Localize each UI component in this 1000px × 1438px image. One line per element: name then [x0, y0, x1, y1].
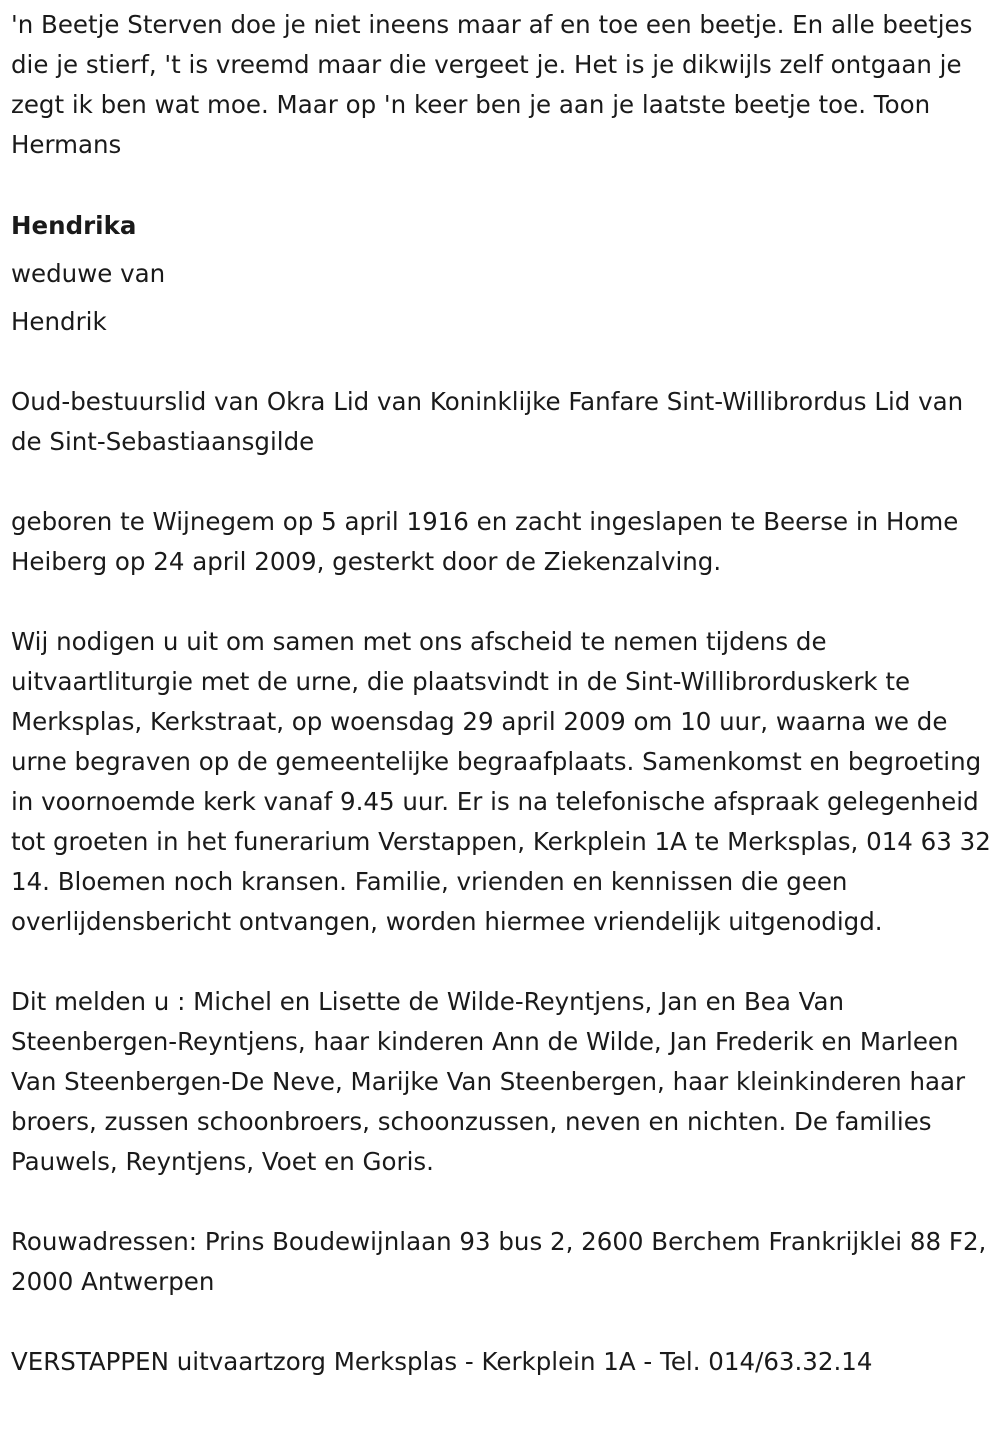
deceased-name: Hendrika	[11, 211, 137, 240]
announcers-text: Dit melden u : Michel en Lisette de Wilde-Reyntjens, Jan en Bea Van Steenbergen-Reyntjens, haar kinderen Ann de Wilde, Jan Frederik en Marleen Van Steenbergen-De Neve, Marijke Van Steenbergen, haar kleinkinderen haar broers, zussen schoonbroers, schoonzussen, neven en nichten. De families Pauwels, Reyntjens, Voet en Goris.	[11, 987, 966, 1176]
life-dates-text: geboren te Wijnegem op 5 april 1916 en zacht ingeslapen te Beerse in Home Heiberg op 24 april 2009, gesterkt door de Ziekenzalving.	[11, 507, 959, 576]
spouse-name: Hendrik	[11, 307, 107, 336]
memberships-text: Oud-bestuurslid van Okra Lid van Koninklijke Fanfare Sint-Willibrordus Lid van de Sint-Sebastiaansgilde	[11, 387, 964, 456]
widow-of-label: weduwe van	[11, 259, 166, 288]
obituary-notice	[11, 0, 996, 1382]
funeral-invitation-text: Wij nodigen u uit om samen met ons afscheid te nemen tijdens de uitvaartliturgie met de urne, die plaatsvindt in de Sint-Willibrorduskerk te Merksplas, Kerkstraat, op woensdag 29 april 2009 om 10 uur, waarna we de urne begraven op de gemeentelijke begraafplaats. Samenkomst en begroeting in voornoemde kerk vanaf 9.45 uur. Er is na telefonische afspraak gelegenheid tot groeten in het funerarium Verstappen, Kerkplein 1A te Merksplas, 014 63 32 14. Bloemen noch kransen. Familie, vrienden en kennissen die geen overlijdensbericht ontvangen, worden hiermee vriendelijk uitgenodigd.	[11, 627, 991, 936]
mourning-addresses: Rouwadressen: Prins Boudewijnlaan 93 bus 2, 2600 Berchem Frankrijklei 88 F2, 2000 Antwerpen	[11, 1227, 987, 1296]
memorial-quote: 'n Beetje Sterven doe je niet ineens maar af en toe een beetje. En alle beetjes die je stierf, 't is vreemd maar die vergeet je. Het is je dikwijls zelf ontgaan je zegt ik ben wat moe. Maar op 'n keer ben je aan je laatste beetje toe. Toon Hermans	[11, 10, 973, 159]
funeral-director-line: VERSTAPPEN uitvaartzorg Merksplas - Kerkplein 1A - Tel. 014/63.32.14	[11, 1347, 873, 1376]
